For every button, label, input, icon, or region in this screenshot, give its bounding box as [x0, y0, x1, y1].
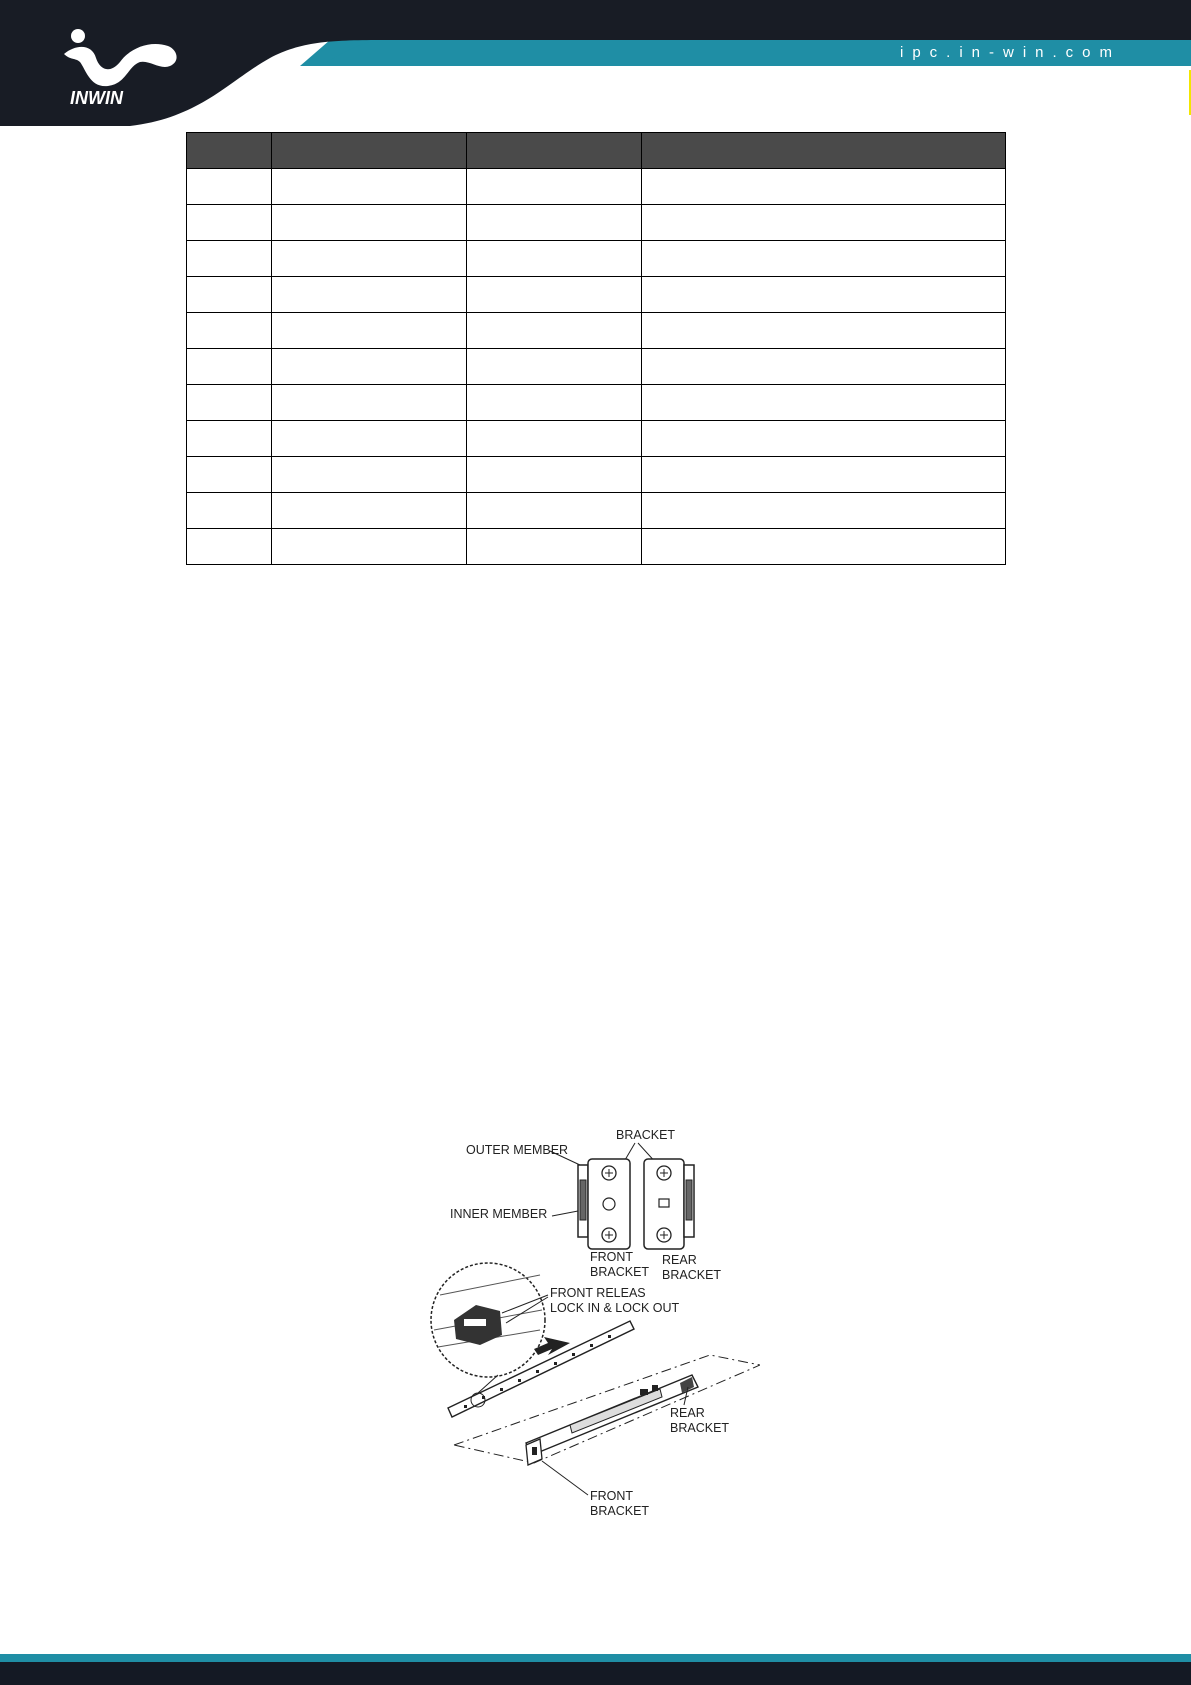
table-cell — [642, 277, 1006, 313]
label-rear-bracket-2: BRACKET — [662, 1268, 722, 1282]
label-front-bracket2-2: BRACKET — [590, 1504, 650, 1518]
table-row — [187, 349, 1006, 385]
header-banner — [0, 0, 1191, 130]
table-cell — [187, 313, 272, 349]
table-cell — [467, 385, 642, 421]
rail-bracket-diagram — [430, 1125, 760, 1535]
table-cell — [642, 385, 1006, 421]
table-row — [187, 493, 1006, 529]
table-cell — [467, 205, 642, 241]
column-header — [187, 133, 272, 169]
table-cell — [187, 349, 272, 385]
label-rear-bracket-1: REAR — [662, 1253, 697, 1267]
table-row — [187, 385, 1006, 421]
table-cell — [642, 169, 1006, 205]
label-front-release-2: LOCK IN & LOCK OUT — [550, 1301, 680, 1315]
column-header — [642, 133, 1006, 169]
table-cell — [467, 493, 642, 529]
table-cell — [467, 349, 642, 385]
site-url[interactable]: ipc.in-win.com — [900, 44, 1122, 61]
table-cell — [187, 169, 272, 205]
table-cell — [642, 529, 1006, 565]
table-cell — [467, 169, 642, 205]
table-cell — [642, 241, 1006, 277]
table-cell — [642, 421, 1006, 457]
table-cell — [642, 457, 1006, 493]
table-cell — [272, 241, 467, 277]
label-rear-bracket2-2: BRACKET — [670, 1421, 730, 1435]
label-bracket: BRACKET — [616, 1128, 676, 1142]
label-inner-member: INNER MEMBER — [450, 1207, 548, 1221]
table-cell — [467, 241, 642, 277]
page-header — [0, 0, 1191, 130]
table-row — [187, 421, 1006, 457]
column-header — [467, 133, 642, 169]
table-cell — [272, 457, 467, 493]
table-row — [187, 457, 1006, 493]
table-cell — [187, 241, 272, 277]
outer-rail-assembly — [526, 1375, 698, 1465]
rail-bracket-figure — [430, 1125, 760, 1535]
label-outer-member: OUTER MEMBER — [466, 1143, 569, 1157]
table-cell — [272, 313, 467, 349]
table-cell — [642, 205, 1006, 241]
parts-table — [186, 132, 1006, 565]
table-row — [187, 277, 1006, 313]
column-header — [272, 133, 467, 169]
table-cell — [467, 529, 642, 565]
table-cell — [272, 169, 467, 205]
table-cell — [467, 313, 642, 349]
label-front-bracket-1: FRONT — [590, 1250, 634, 1264]
table-cell — [272, 205, 467, 241]
table-cell — [187, 421, 272, 457]
label-rear-bracket2-1: REAR — [670, 1406, 705, 1420]
table-cell — [187, 457, 272, 493]
table-cell — [272, 529, 467, 565]
table-cell — [642, 349, 1006, 385]
footer-dark-band — [0, 1662, 1191, 1685]
label-front-bracket-2: BRACKET — [590, 1265, 650, 1279]
rear-bracket-part — [644, 1159, 694, 1249]
table-cell — [467, 277, 642, 313]
table-row — [187, 205, 1006, 241]
table-cell — [272, 349, 467, 385]
label-front-bracket2-1: FRONT — [590, 1489, 634, 1503]
table-header-row — [187, 133, 1006, 169]
page-footer — [0, 1654, 1191, 1685]
table-row — [187, 169, 1006, 205]
table-cell — [467, 457, 642, 493]
table-cell — [272, 493, 467, 529]
table-cell — [272, 277, 467, 313]
table-cell — [187, 385, 272, 421]
svg-text:INWIN: INWIN — [70, 88, 123, 108]
table-cell — [467, 421, 642, 457]
footer-teal-band — [0, 1654, 1191, 1662]
front-bracket-part — [578, 1159, 630, 1249]
table-cell — [642, 493, 1006, 529]
table-cell — [187, 493, 272, 529]
table-cell — [642, 313, 1006, 349]
table-cell — [187, 529, 272, 565]
table-cell — [272, 385, 467, 421]
table-row — [187, 529, 1006, 565]
table-row — [187, 313, 1006, 349]
release-detail-magnifier — [431, 1263, 545, 1377]
table-cell — [272, 421, 467, 457]
table-cell — [187, 277, 272, 313]
table-row — [187, 241, 1006, 277]
label-front-release-1: FRONT RELEAS — [550, 1286, 646, 1300]
table-cell — [187, 205, 272, 241]
